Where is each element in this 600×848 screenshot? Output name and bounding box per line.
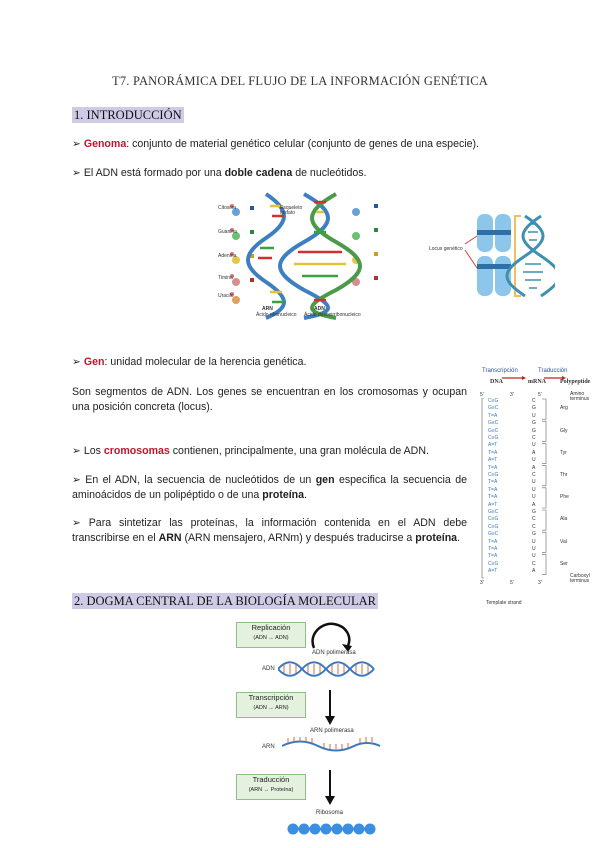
codon-bracket: [542, 421, 546, 441]
dna-base-pair: C≡G: [488, 523, 499, 530]
bullet-arrow-icon: ➢: [72, 167, 84, 179]
mrna-base: C: [532, 516, 536, 523]
mrna-base: U: [532, 479, 536, 486]
end-3-top: 3': [510, 392, 514, 398]
mrna-base: C: [532, 398, 536, 404]
label-carboxyl-terminus: Carboxyl terminus: [570, 573, 590, 584]
end-3-bottom: 3': [480, 580, 484, 586]
dna-base-pair: C≡G: [488, 516, 499, 523]
end-3-mrna: 3': [538, 580, 542, 586]
dna-base-pair: A=T: [488, 457, 498, 464]
mrna-base: U: [532, 457, 536, 464]
dna-base-pair: C≡G: [488, 472, 499, 478]
mrna-base: G: [532, 427, 536, 434]
page-title: T7. PANORÁMICA DEL FLUJO DE LA INFORMACIÓN GENÉTICA: [112, 74, 488, 88]
translation-box: Traducción (ARN → Proteína): [236, 774, 306, 800]
sintesis-paragraph: ➢ Para sintetizar las proteínas, la información contenida en el ADN debe transcribirse en el ARN (ARN mensajero, ARNm) y después traducirse a proteína.: [72, 517, 467, 544]
codon-bracket: [542, 554, 546, 574]
dna-base-pair: C≡G: [488, 560, 499, 567]
chromosome-locus-figure: [425, 212, 555, 300]
mrna-base: G: [532, 405, 536, 412]
label-adn-sub: Ácido desoxirribonucleico: [304, 312, 361, 318]
label-guanina: Guanina: [218, 229, 237, 235]
label-ribosoma: Ribosoma: [316, 810, 344, 816]
codon-brackets: [476, 398, 598, 588]
mrna-base: U: [532, 412, 536, 419]
label-adenina: Adenina: [218, 253, 237, 259]
central-dogma-figure: [236, 618, 386, 840]
gen-description: Son segmentos de ADN. Los genes se encuentran en los cromosomas y ocupan una posición concreta (locus).: [72, 386, 467, 413]
end-5-bottom: 5': [510, 580, 514, 586]
amino-acid: Ser: [560, 560, 568, 567]
mrna-base: C: [532, 523, 536, 530]
label-adn-polimerasa: ADN polimerasa: [312, 650, 356, 656]
transcription-translation-figure: [476, 368, 598, 614]
dna-base-pair: G≡C: [488, 531, 499, 538]
dna-base-pair: T=A: [488, 553, 498, 560]
transcription-arrow: [324, 690, 336, 726]
dna-base-pair: T=A: [488, 449, 498, 456]
mrna-base: U: [532, 442, 536, 449]
label-amino-terminus: Amino terminus: [570, 391, 590, 402]
label-citosina: Citosina: [218, 205, 237, 211]
mrna-base: U: [532, 486, 536, 493]
chromosome-image: [425, 212, 555, 300]
amino-acid: Phe: [560, 494, 569, 501]
template-bracket: [482, 398, 484, 578]
gen-paragraph: ➢ Gen: unidad molecular de la herencia genética.: [72, 356, 307, 368]
dna-base-pair: C≡G: [488, 435, 499, 441]
mrna-base: A: [532, 501, 536, 508]
label-arn-sub: Ácido ribonucleico: [256, 312, 297, 318]
bullet-arrow-icon: ➢: [72, 517, 89, 529]
amino-acid: Ala: [560, 516, 568, 523]
dna-base-pair: G≡C: [488, 427, 499, 434]
gen-sequence-paragraph: ➢ En el ADN, la secuencia de nucleótidos de un gen especifica la secuencia de aminoácidos de un polipéptido o de una proteína.: [72, 474, 467, 501]
amino-acid: Gly: [560, 427, 568, 434]
codon-bracket: [542, 443, 546, 463]
codon-bracket: [542, 466, 546, 486]
col-polypeptide: Polypeptide: [560, 379, 591, 385]
label-locus: Locus genético: [429, 246, 463, 252]
end-5-mrna: 5': [538, 392, 542, 398]
amino-acid: Val: [560, 538, 567, 545]
mrna-base: U: [532, 538, 536, 545]
replication-box: Replicación (ADN → ADN): [236, 622, 306, 648]
mrna-base: U: [532, 546, 536, 552]
dna-base-pair: T=A: [488, 494, 498, 501]
bullet-arrow-icon: ➢: [72, 474, 86, 486]
dna-base-pair: T=A: [488, 486, 498, 493]
genoma-paragraph: ➢ Genoma: conjunto de material genético celular (conjunto de genes de una especie).: [72, 138, 479, 150]
amino-acid: Arg: [560, 405, 568, 412]
label-template-strand: Template strand: [486, 600, 522, 606]
label-transcripcion: Transcripción: [482, 368, 518, 374]
dna-base-pair: G≡C: [488, 405, 499, 412]
dna-double-helix: [278, 660, 380, 678]
col-mrna: mRNA: [528, 379, 546, 385]
bullet-arrow-icon: ➢: [72, 445, 84, 457]
mrna-base: C: [532, 472, 536, 478]
label-esqueleto: Esqueleto fosfato: [280, 205, 303, 216]
dna-base-pair: T=A: [488, 479, 498, 486]
end-5-top: 5': [480, 392, 484, 398]
mrna-base: G: [532, 420, 536, 427]
section-heading-introduccion: 1. INTRODUCCIÓN: [74, 108, 182, 122]
label-arn-polimerasa: ARN polimerasa: [310, 728, 354, 734]
codon-bracket: [542, 399, 546, 419]
protein-chain: [286, 822, 376, 836]
dna-base-pair: T=A: [488, 412, 498, 419]
label-timina: Timina: [218, 275, 233, 281]
codon-bracket: [542, 488, 546, 508]
dna-base-pair: A=T: [488, 501, 498, 508]
dna-base-pair: T=A: [488, 464, 498, 471]
label-traduccion: Traducción: [538, 368, 568, 374]
codon-bracket: [542, 532, 546, 552]
bullet-arrow-icon: ➢: [72, 138, 84, 150]
codon-bracket: [542, 510, 546, 530]
amino-acid: Tyr: [560, 449, 567, 456]
dna-base-pair: A=T: [488, 568, 498, 575]
mrna-base: U: [532, 553, 536, 560]
dna-base-pair: T=A: [488, 538, 498, 545]
adn-paragraph: ➢ El ADN está formado por una doble cadena de nucleótidos.: [72, 167, 367, 179]
replication-cycle-arrow: [306, 618, 356, 654]
label-arn: ARN: [262, 306, 273, 312]
mrna-base: U: [532, 494, 536, 501]
dna-base-pair: G≡C: [488, 420, 499, 427]
label-arn-strand: ARN: [262, 744, 275, 750]
amino-acid: Thr: [560, 472, 568, 478]
label-adn: ADN: [314, 306, 325, 312]
mrna-base: G: [532, 509, 536, 515]
mrna-base: A: [532, 464, 536, 471]
dna-rna-figure: [218, 192, 386, 320]
mrna-base: G: [532, 531, 536, 538]
label-uracilo: Uracilo: [218, 293, 234, 299]
mrna-base: A: [532, 449, 536, 456]
transcription-box: Transcripción (ADN → ARN): [236, 692, 306, 718]
dna-base-pair: A=T: [488, 442, 498, 449]
col-dna: DNA: [490, 379, 503, 385]
label-adn-strand: ADN: [262, 666, 275, 672]
dna-base-pair: G≡C: [488, 509, 499, 515]
cromosomas-paragraph: ➢ Los cromosomas contienen, principalmente, una gran molécula de ADN.: [72, 445, 429, 457]
sequence-columns: [476, 398, 598, 588]
bullet-arrow-icon: ➢: [72, 356, 84, 368]
rna-strand: [282, 736, 382, 754]
dna-base-pair: C≡G: [488, 398, 499, 404]
mrna-base: C: [532, 435, 536, 441]
translation-arrow: [324, 770, 336, 806]
dna-base-pair: T=A: [488, 546, 498, 552]
mrna-base: A: [532, 568, 536, 575]
mrna-base: C: [532, 560, 536, 567]
section-heading-dogma: 2. DOGMA CENTRAL DE LA BIOLOGÍA MOLECULAR: [74, 594, 376, 608]
